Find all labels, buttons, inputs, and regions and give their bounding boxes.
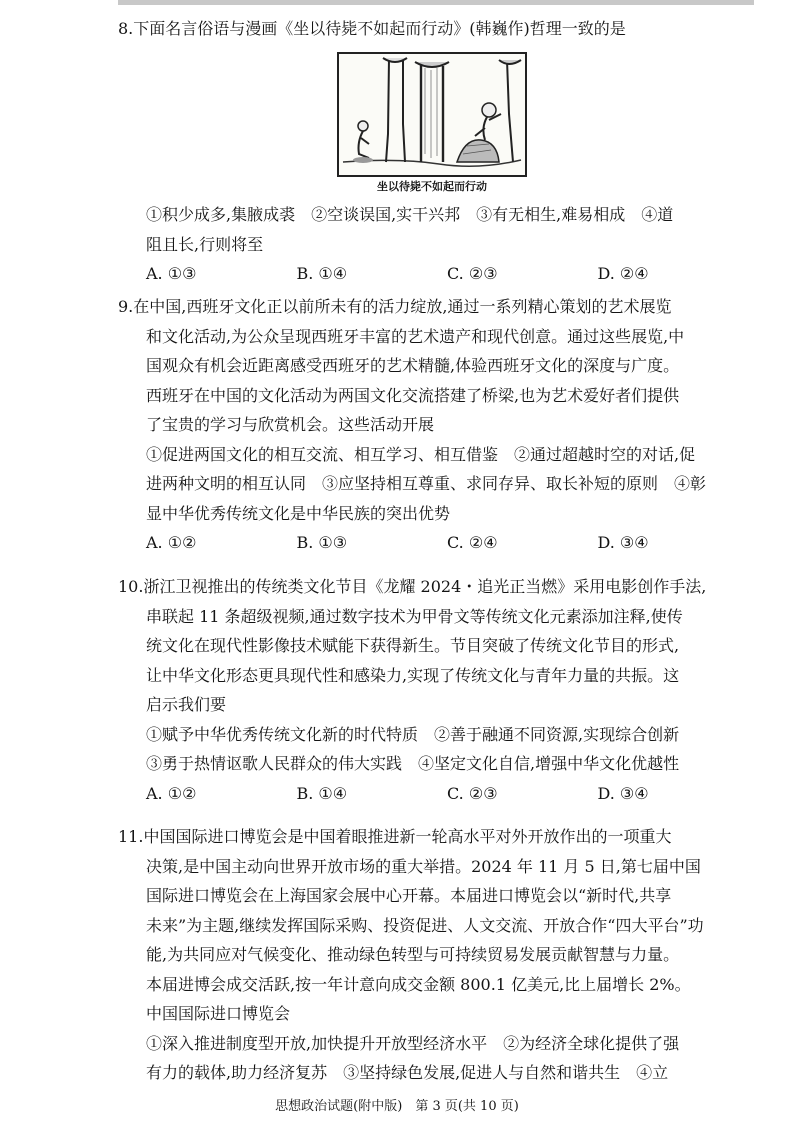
option-line: 显中华优秀传统文化是中华民族的突出优势 [146,503,451,523]
question-11 [118,822,748,1088]
option-line: 阻且长,行则将至 [146,234,264,254]
answer-choices [118,779,748,809]
question-9 [118,292,748,558]
choice-b[interactable]: B. ①③ [296,533,348,552]
question-11-line: 11.中国国际进口博览会是中国着眼推进新一轮高水平对外开放作出的一项重大 [118,827,672,846]
option-line: 进两种文明的相互认同 ③应坚持相互尊重、求同存异、取长补短的原则 ④彰 [146,474,707,493]
question-8 [118,14,748,44]
question-10-line: 让中华文化形态更具现代性和感染力,实现了传统文化与青年力量的共振。这 [146,665,680,685]
choice-a[interactable]: A. ①③ [146,264,197,283]
answer-choices [118,528,748,558]
option-line: ①赋予中华优秀传统文化新的时代特质 ②善于融通不同资源,实现综合创新 [146,724,680,744]
choice-c[interactable]: C. ②③ [447,264,498,283]
question-8-options [118,200,748,289]
question-10-line: 串联起 11 条超级视频,通过数字技术为甲骨文等传统文化元素添加注释,使传 [146,606,683,626]
question-10 [118,572,748,808]
question-11-line: 能,为共同应对气候变化、推动绿色转型与可持续贸易发展贡献智慧与力量。 [146,945,680,964]
question-11-line: 中国国际进口博览会 [146,1004,291,1023]
question-10-line: 10.浙江卫视推出的传统类文化节目《龙耀 2024・追光正当燃》采用电影创作手法, [118,577,707,596]
cartoon-drawing [339,54,525,175]
choice-d[interactable]: D. ③④ [597,533,649,552]
question-11-line: 决策,是中国主动向世界开放市场的重大举措。2024 年 11 月 5 日,第七届中国 [146,856,701,876]
question-11-line: 国际进口博览会在上海国家会展中心开幕。本届进口博览会以“新时代,共享 [146,886,672,905]
question-11-line: 未来”为主题,继续发挥国际采购、投资促进、人文交流、开放合作“四大平台”功 [146,915,704,935]
option-line: ①积少成多,集腋成裘 ②空谈误国,实干兴邦 ③有无相生,难易相成 ④道 [146,205,674,224]
question-10-line: 统文化在现代性影像技术赋能下获得新生。节目突破了传统文化节目的形式, [146,636,680,655]
question-9-line: 9.在中国,西班牙文化正以前所未有的活力绽放,通过一系列精心策划的艺术展览 [118,297,672,316]
question-9-line: 了宝贵的学习与欣赏机会。这些活动开展 [146,415,435,434]
option-line: ③勇于热情讴歌人民群众的伟大实践 ④坚定文化自信,增强中华文化优越性 [146,754,680,773]
choice-c[interactable]: C. ②④ [447,533,498,552]
option-line: ①促进两国文化的相互交流、相互学习、相互借鉴 ②通过超越时空的对话,促 [146,444,696,464]
question-8-stem: 8.下面名言俗语与漫画《坐以待毙不如起而行动》(韩巍作)哲理一致的是 [118,19,626,38]
top-rule [118,0,754,5]
choice-b[interactable]: B. ①④ [296,264,348,283]
page-footer: 思想政治试题(附中版) 第 3 页(共 10 页) [275,1099,519,1114]
choice-d[interactable]: D. ③④ [597,783,649,803]
question-9-line: 西班牙在中国的文化活动为两国文化交流搭建了桥梁,也为艺术爱好者们提供 [146,385,680,405]
cartoon-caption: 坐以待毙不如起而行动 [377,180,487,193]
option-line: ①深入推进制度型开放,加快提升开放型经济水平 ②为经济全球化提供了强 [146,1033,680,1053]
question-9-line: 国观众有机会近距离感受西班牙的艺术精髓,体验西班牙文化的深度与广度。 [146,356,680,375]
question-11-line: 本届进博会成交活跃,按一年计意向成交金额 800.1 亿美元,比上届增长 2%。 [146,974,691,994]
choice-c[interactable]: C. ②③ [447,783,498,803]
choice-b[interactable]: B. ①④ [296,783,348,803]
choice-a[interactable]: A. ①② [146,533,197,552]
cartoon-image [337,52,527,177]
question-9-line: 和文化活动,为公众呈现西班牙丰富的艺术遗产和现代创意。通过这些展览,中 [146,326,685,346]
choice-d[interactable]: D. ②④ [597,264,649,283]
choice-a[interactable]: A. ①② [146,783,197,803]
option-line: 有力的载体,助力经济复苏 ③坚持绿色发展,促进人与自然和谐共生 ④立 [146,1063,669,1082]
question-10-line: 启示我们要 [146,695,227,714]
answer-choices [118,259,748,289]
